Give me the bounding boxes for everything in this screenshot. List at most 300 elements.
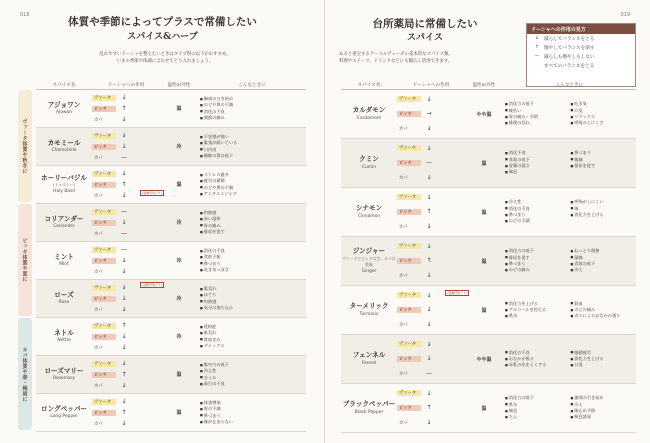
table-row bbox=[36, 356, 306, 394]
dosha-row bbox=[92, 370, 160, 379]
effect-item: ■ 眼精疲労 bbox=[571, 350, 637, 356]
dosha-label: カパ bbox=[94, 307, 103, 313]
effect-item: ■ 口臭 bbox=[571, 108, 637, 114]
dosha-label: カパ bbox=[399, 175, 408, 181]
effect-item: ■ ストレス過多 bbox=[200, 172, 306, 178]
effect-item: ■ 風邪の引き始め bbox=[571, 395, 637, 401]
page-title: 体質や季節によってプラスで常備したい bbox=[68, 16, 257, 28]
effect-item: ■ 消化力の低下 bbox=[505, 395, 571, 401]
table-row bbox=[341, 237, 636, 286]
dosha-label: カパ bbox=[94, 117, 103, 123]
dosha-label: ヴァータ bbox=[92, 247, 116, 253]
effect-item: ■ 喘息 bbox=[505, 408, 571, 414]
table-header bbox=[36, 80, 306, 90]
spice-name bbox=[341, 90, 397, 138]
dosha-label: カパ bbox=[94, 269, 103, 275]
effects bbox=[503, 384, 636, 432]
dosha-symbol: ↑ bbox=[121, 322, 127, 329]
dosha-effects bbox=[397, 286, 465, 334]
column-header: こんなときに bbox=[238, 82, 266, 88]
dosha-symbol: ↓ bbox=[121, 192, 127, 199]
dosha-symbol: ↓ bbox=[121, 398, 127, 405]
dosha-label: カパ bbox=[399, 273, 408, 279]
dosha-row bbox=[92, 256, 160, 265]
dosha-symbol: ↑ bbox=[121, 105, 127, 112]
effect-item: ■ のどの痛み bbox=[571, 307, 637, 313]
overdose-tag: (過剰摂取で↑) bbox=[142, 283, 162, 287]
legend-text: 減らしも増やしもしない bbox=[544, 54, 595, 60]
column-header: ドーシャへの作用 bbox=[412, 82, 450, 88]
effects bbox=[198, 204, 306, 241]
effect-item: ■ のどや鼻の不調 bbox=[200, 102, 306, 108]
dosha-symbol: ↓ bbox=[121, 295, 127, 302]
effect-item: ■ 消化不良 bbox=[505, 150, 571, 156]
effect-item: ■ 胃腸の弱さ bbox=[505, 163, 571, 169]
dosha-symbol: ↓ bbox=[121, 94, 127, 101]
spice-name-jp: カモミール bbox=[47, 138, 81, 147]
dosha-symbol: — bbox=[121, 154, 127, 161]
spice-name-en: Rosemary bbox=[53, 376, 75, 382]
dosha-label: ピッタ bbox=[92, 410, 116, 416]
dosha-label: ヴァータ bbox=[397, 243, 421, 249]
spice-name-jp: フェンネル bbox=[352, 351, 386, 360]
effects bbox=[503, 188, 636, 236]
effect-item: ■ 排尿を促す bbox=[571, 163, 637, 169]
dosha-row bbox=[397, 242, 465, 251]
category-label: ピッタ体質や夏に bbox=[18, 204, 32, 316]
spice-name-jp: ロングペッパー bbox=[40, 404, 88, 413]
spice-name-en: Rose bbox=[58, 300, 70, 306]
spice-name-jp: ブラックペッパー bbox=[342, 400, 396, 409]
effect-item: ■ 鼻水 bbox=[505, 313, 571, 319]
effect-item: ■ 不安感が強い bbox=[200, 134, 306, 140]
effect-item: ■ 頭痛 bbox=[571, 255, 637, 261]
dosha-symbol: ↓ bbox=[426, 193, 432, 201]
right-spice-table bbox=[341, 80, 636, 433]
temperature: 温 bbox=[481, 258, 487, 265]
effect-item: ■ 排尿を促す bbox=[200, 229, 306, 235]
dosha-symbol: — bbox=[121, 208, 127, 215]
table-row bbox=[341, 139, 636, 188]
left-spice-table bbox=[21, 80, 306, 432]
dosha-row bbox=[397, 256, 465, 265]
dosha-effects bbox=[92, 90, 160, 127]
dosha-symbol: ↑ bbox=[426, 257, 432, 265]
effect-item: ■ 食欲の低下 bbox=[571, 261, 637, 267]
effect-item: ■ 消化の不良 bbox=[200, 109, 306, 115]
effects bbox=[198, 318, 306, 355]
page-title: 台所薬局に常備したい bbox=[372, 18, 478, 30]
dosha-effects bbox=[92, 128, 160, 165]
dosha-effects bbox=[397, 237, 465, 285]
spice-name-en: Ginger bbox=[361, 268, 377, 274]
dosha-symbol: → bbox=[426, 110, 432, 118]
dosha-label: ヴァータ bbox=[92, 95, 116, 101]
dosha-label: ピッタ bbox=[397, 405, 421, 411]
table-row bbox=[36, 280, 306, 318]
temperature: 温 bbox=[481, 405, 487, 412]
effects bbox=[503, 286, 636, 334]
dosha-label: ヴァータ bbox=[397, 96, 421, 102]
dosha-label: ヴァータ bbox=[92, 361, 116, 367]
spice-name-en: Ajowan bbox=[56, 110, 72, 116]
effects bbox=[503, 335, 636, 383]
effects bbox=[198, 166, 306, 203]
spice-note: [トゥルシー] bbox=[53, 182, 75, 188]
dosha-label: ピッタ bbox=[397, 356, 421, 362]
legend-row bbox=[527, 61, 635, 70]
dosha-effects bbox=[92, 394, 160, 431]
legend-row bbox=[527, 34, 635, 43]
dosha-symbol: ↓ bbox=[121, 306, 127, 313]
lead-text: 乱れやすいドーシャを整えたいときはタイプ別の以下がおすすめ。 いまの季節や体調に合わせてとり入れましょう。 bbox=[99, 52, 231, 64]
legend-box bbox=[526, 23, 636, 87]
dosha-row bbox=[397, 305, 465, 314]
dosha-symbol: ↓ bbox=[426, 223, 432, 231]
table-row bbox=[36, 318, 306, 356]
dosha-symbol: ↓ bbox=[426, 340, 432, 348]
page-number: 018 bbox=[20, 12, 30, 18]
dosha-row bbox=[397, 291, 465, 300]
spice-name bbox=[36, 356, 92, 393]
effect-item: ■ 咳 bbox=[571, 206, 637, 212]
legend-row bbox=[527, 52, 635, 61]
effect-item: ■ 消化力の低下 bbox=[505, 248, 571, 254]
spice-name-en: Long Pepper bbox=[50, 414, 78, 420]
temperature: 冷 bbox=[176, 334, 182, 340]
spice-name-jp: クミン bbox=[359, 155, 379, 164]
spice-name-jp: アジョワン bbox=[47, 100, 81, 109]
effect-item: ■ たん bbox=[505, 414, 571, 420]
effect-item: ■ 咳払い bbox=[505, 108, 571, 114]
dosha-symbol: ↑ bbox=[121, 371, 127, 378]
dosha-symbol: ↓ bbox=[426, 389, 432, 397]
effect-item: ■ 胸部のひき始め bbox=[200, 96, 306, 102]
effect-item: ■ のどの不調 bbox=[505, 218, 571, 224]
spice-name-jp: コリアンダー bbox=[44, 214, 84, 223]
dosha-row bbox=[92, 321, 160, 330]
effect-item: ■ 鼻づまり bbox=[200, 261, 306, 267]
dosha-label: ヴァータ bbox=[397, 341, 421, 347]
effect-item: ■ 肌荒れ bbox=[200, 330, 306, 336]
table-row bbox=[36, 394, 306, 432]
dosha-symbol: ↓ bbox=[426, 242, 432, 250]
temperature: 温 bbox=[481, 307, 487, 314]
dosha-symbol: ↓ bbox=[121, 257, 127, 264]
effect-item: ■ おなかが張る bbox=[505, 356, 571, 362]
spice-name bbox=[36, 394, 92, 431]
temperature: 温 bbox=[176, 372, 182, 378]
dosha-row bbox=[92, 359, 160, 368]
dosha-row bbox=[397, 271, 465, 280]
effect-item: ■ 排便の乱れ bbox=[505, 120, 571, 126]
overdose-tag: (過剰摂取で↑) bbox=[142, 191, 162, 195]
dosha-symbol: ↓ bbox=[426, 291, 432, 299]
effect-item: ■ 灼熱感 bbox=[200, 210, 306, 216]
dosha-row bbox=[397, 403, 465, 412]
spice-name-jp: ネトル bbox=[54, 328, 74, 337]
effect-item: ■ アンチエイジング bbox=[200, 191, 306, 197]
effects bbox=[198, 128, 306, 165]
spice-name bbox=[36, 128, 92, 165]
table-row bbox=[341, 90, 636, 139]
spice-name-jp: ホーリーバジル bbox=[41, 173, 87, 182]
spice-name bbox=[36, 280, 92, 317]
dosha-row bbox=[92, 218, 160, 227]
effect-item: ■ 呼吸のしにくさ bbox=[571, 120, 637, 126]
legend-row bbox=[527, 43, 635, 52]
dosha-row bbox=[92, 115, 160, 124]
spice-name-jp: ミント bbox=[54, 252, 74, 261]
effect-item: ■ 胃の痛み bbox=[200, 223, 306, 229]
dosha-symbol: ↓ bbox=[121, 170, 127, 177]
dosha-symbol: ↓ bbox=[121, 360, 127, 367]
dosha-row bbox=[92, 397, 160, 406]
effect-item: ■ 消化の不良 bbox=[200, 248, 306, 254]
effect-item: ■ 喘息誘発 bbox=[571, 414, 637, 420]
dosha-symbol: — bbox=[426, 159, 432, 167]
table-row bbox=[341, 384, 636, 433]
effect-item: ■ 消化力を上げる bbox=[571, 212, 637, 218]
page-subtitle: スパイス&ハーブ bbox=[127, 32, 198, 42]
dosha-symbol: — bbox=[121, 246, 127, 253]
spice-name-en: Black Pepper bbox=[354, 409, 384, 415]
page-subtitle: スパイス bbox=[407, 33, 443, 43]
column-header: スパイス名 bbox=[52, 82, 76, 88]
spice-name bbox=[36, 166, 92, 203]
dosha-label: ヴァータ bbox=[92, 323, 116, 329]
spice-name bbox=[36, 204, 92, 241]
effects bbox=[198, 242, 306, 279]
dosha-effects bbox=[397, 384, 465, 432]
table-row bbox=[36, 166, 306, 204]
effects bbox=[503, 90, 636, 138]
dosha-label: ピッタ bbox=[92, 182, 116, 188]
spice-name-jp: ローズ bbox=[54, 290, 74, 299]
dosha-label: ピッタ bbox=[397, 258, 421, 264]
effect-item: ■ 食欲の低下 bbox=[505, 157, 571, 163]
category-label: ヴァータ体質や秋冬に bbox=[18, 90, 32, 202]
dosha-symbol: — bbox=[121, 230, 127, 237]
spice-note: ヴァータとピッタは生、カパは乾燥 bbox=[342, 255, 396, 267]
dosha-label: カパ bbox=[399, 371, 408, 377]
dosha-row bbox=[397, 173, 465, 182]
effect-item: ■ 血行の不良 bbox=[200, 381, 306, 387]
effect-item: ■ 胃の不調 bbox=[200, 406, 306, 412]
spice-name bbox=[341, 335, 397, 383]
temperature: やや温 bbox=[476, 111, 492, 118]
effect-item: ■ 腹痛 bbox=[571, 157, 637, 163]
effect-item: ■ アルコールを控える bbox=[505, 307, 571, 313]
effect-item: ■ 冷え性 bbox=[200, 368, 306, 374]
effect-item: ■ 食欲不振 bbox=[200, 254, 306, 260]
effect-item: ■ 消化力の低下 bbox=[505, 101, 571, 107]
dosha-label: ピッタ bbox=[92, 220, 116, 226]
dosha-effects bbox=[397, 90, 465, 138]
dosha-label: カパ bbox=[399, 420, 408, 426]
column-header: 温性or冷性 bbox=[472, 82, 496, 88]
temperature: 温 bbox=[481, 160, 487, 167]
dosha-row bbox=[92, 245, 160, 254]
effect-item: ■ ねっとり便秘 bbox=[571, 248, 637, 254]
dosha-symbol: ↑ bbox=[121, 181, 127, 188]
dosha-effects bbox=[92, 280, 160, 317]
dosha-row bbox=[92, 408, 160, 417]
spice-name-en: Nettle bbox=[57, 338, 71, 344]
dosha-effects bbox=[397, 335, 465, 383]
effect-item: ■ 灼熱感 bbox=[200, 299, 306, 305]
dosha-effects bbox=[92, 242, 160, 279]
table-row bbox=[341, 286, 636, 335]
effect-item: ■ 消化力を上げる bbox=[571, 356, 637, 362]
dosha-symbol: ↑ bbox=[426, 208, 432, 216]
temperature: 温 bbox=[481, 209, 487, 216]
legend-symbol: ↑ bbox=[535, 45, 539, 50]
temperature: 冷 bbox=[176, 258, 182, 264]
effect-item: ■ 睡眠の質の低下 bbox=[200, 153, 306, 159]
effects bbox=[503, 139, 636, 187]
dosha-row bbox=[397, 389, 465, 398]
effects bbox=[503, 237, 636, 285]
dosha-effects bbox=[92, 204, 160, 241]
effect-item: ■ 冷え bbox=[571, 267, 637, 273]
dosha-symbol: ↓ bbox=[121, 132, 127, 139]
dosha-row bbox=[92, 343, 160, 352]
effect-item: ■ 冷え性 bbox=[505, 199, 571, 205]
dosha-label: カパ bbox=[399, 322, 408, 328]
dosha-effects bbox=[397, 188, 465, 236]
dosha-row bbox=[397, 369, 465, 378]
legend-symbol: ↓ bbox=[535, 36, 539, 41]
spice-name bbox=[341, 384, 397, 432]
dosha-effects bbox=[92, 356, 160, 393]
dosha-row bbox=[92, 332, 160, 341]
dosha-symbol: ↓ bbox=[121, 116, 127, 123]
effect-item: ■ 花粉症 bbox=[200, 324, 306, 330]
dosha-effects bbox=[92, 166, 160, 203]
effect-item: ■ リラックス bbox=[571, 114, 637, 120]
dosha-label: カパ bbox=[94, 345, 103, 351]
dosha-symbol: ↑ bbox=[426, 404, 432, 412]
effect-item: ■ 消化の不良 bbox=[505, 350, 571, 356]
page-number: 019 bbox=[620, 12, 630, 18]
temperature: やや温 bbox=[476, 356, 492, 363]
dosha-row bbox=[397, 124, 465, 133]
dosha-row bbox=[92, 207, 160, 216]
dosha-row bbox=[397, 207, 465, 216]
effect-item: ■ ほてり bbox=[200, 292, 306, 298]
dosha-row bbox=[92, 169, 160, 178]
spice-name bbox=[341, 237, 397, 285]
dosha-row bbox=[397, 158, 465, 167]
effect-item: ■ のどや鼻の不調 bbox=[200, 185, 306, 191]
dosha-row bbox=[92, 294, 160, 303]
effect-item: ■ ガスによるおなかの張り bbox=[571, 313, 637, 319]
dosha-row bbox=[92, 104, 160, 113]
spice-name-en: Cinnamon bbox=[357, 213, 381, 219]
dosha-label: ヴァータ bbox=[92, 285, 116, 291]
effect-item: ■ 吐き気っぽさ bbox=[200, 267, 306, 273]
table-row bbox=[36, 204, 306, 242]
effect-item: ■ 喘息 bbox=[505, 169, 571, 175]
dosha-label: カパ bbox=[94, 231, 103, 237]
dosha-label: ヴァータ bbox=[397, 145, 421, 151]
legend-symbol: — bbox=[534, 54, 540, 59]
table-row bbox=[341, 335, 636, 384]
spice-name bbox=[341, 139, 397, 187]
spice-name-en: Cumin bbox=[361, 164, 377, 170]
dosha-symbol: ↓ bbox=[426, 419, 432, 427]
effect-item: ■ 消化力を上げる bbox=[505, 301, 571, 307]
table-row bbox=[36, 90, 306, 128]
dosha-row bbox=[397, 340, 465, 349]
legend-title: ドーシャへの作用の見方 bbox=[527, 24, 635, 34]
temperature: 温 bbox=[176, 182, 182, 188]
dosha-label: ヴァータ bbox=[397, 292, 421, 298]
effect-item: ■ 口臭 bbox=[571, 362, 637, 368]
dosha-effects bbox=[92, 318, 160, 355]
effect-item: ■ 母乳の出をよくする bbox=[505, 362, 571, 368]
effect-item: ■ 鼻づまり bbox=[505, 212, 571, 218]
dosha-label: カパ bbox=[94, 193, 103, 199]
dosha-symbol: ↓ bbox=[121, 143, 127, 150]
spice-name bbox=[341, 188, 397, 236]
temperature: 冷 bbox=[176, 144, 182, 150]
dosha-row bbox=[92, 191, 160, 200]
spice-name-en: Mint bbox=[59, 262, 69, 268]
spice-name-en: Holy Basil bbox=[53, 189, 75, 195]
dosha-symbol: ↓ bbox=[121, 333, 127, 340]
dosha-row bbox=[92, 419, 160, 428]
effect-item: ■ 消化の不良 bbox=[505, 206, 571, 212]
effects bbox=[198, 280, 306, 317]
dosha-symbol: ↓ bbox=[426, 272, 432, 280]
dosha-label: ピッタ bbox=[397, 160, 421, 166]
dosha-symbol: ↓ bbox=[426, 306, 432, 314]
dosha-label: カパ bbox=[94, 421, 103, 427]
dosha-label: ピッタ bbox=[92, 334, 116, 340]
dosha-symbol: ↓ bbox=[426, 95, 432, 103]
table-row bbox=[341, 188, 636, 237]
legend-text: すべてのバランスをとる bbox=[544, 63, 595, 69]
effect-item: ■ 排尿を促す bbox=[505, 255, 571, 261]
spice-name bbox=[341, 286, 397, 334]
effect-item: ■ 咳が止まらない bbox=[200, 419, 306, 425]
dosha-label: カパ bbox=[399, 224, 408, 230]
dosha-label: ヴァータ bbox=[92, 171, 116, 177]
dosha-symbol: ↓ bbox=[426, 144, 432, 152]
spice-name-en: Coriander bbox=[53, 224, 75, 230]
dosha-symbol: ↓ bbox=[121, 344, 127, 351]
effect-item: ■ 気分の落ち込み bbox=[200, 305, 306, 311]
dosha-row bbox=[397, 418, 465, 427]
dosha-symbol: ↓ bbox=[121, 284, 127, 291]
dosha-row bbox=[397, 354, 465, 363]
column-header: 温性or冷性 bbox=[167, 82, 191, 88]
dosha-row bbox=[92, 229, 160, 238]
table-row bbox=[36, 242, 306, 280]
temperature: 冷 bbox=[176, 296, 182, 302]
effect-item: ■ 関節の痛み bbox=[200, 115, 306, 121]
effects bbox=[198, 394, 306, 431]
right-page bbox=[325, 0, 650, 443]
effects bbox=[198, 356, 306, 393]
dosha-row bbox=[92, 381, 160, 390]
dosha-row bbox=[397, 222, 465, 231]
dosha-row bbox=[92, 93, 160, 102]
spice-name-jp: ジンジャー bbox=[352, 247, 386, 256]
effect-item: ■ 胃の痛み・予防 bbox=[505, 114, 571, 120]
